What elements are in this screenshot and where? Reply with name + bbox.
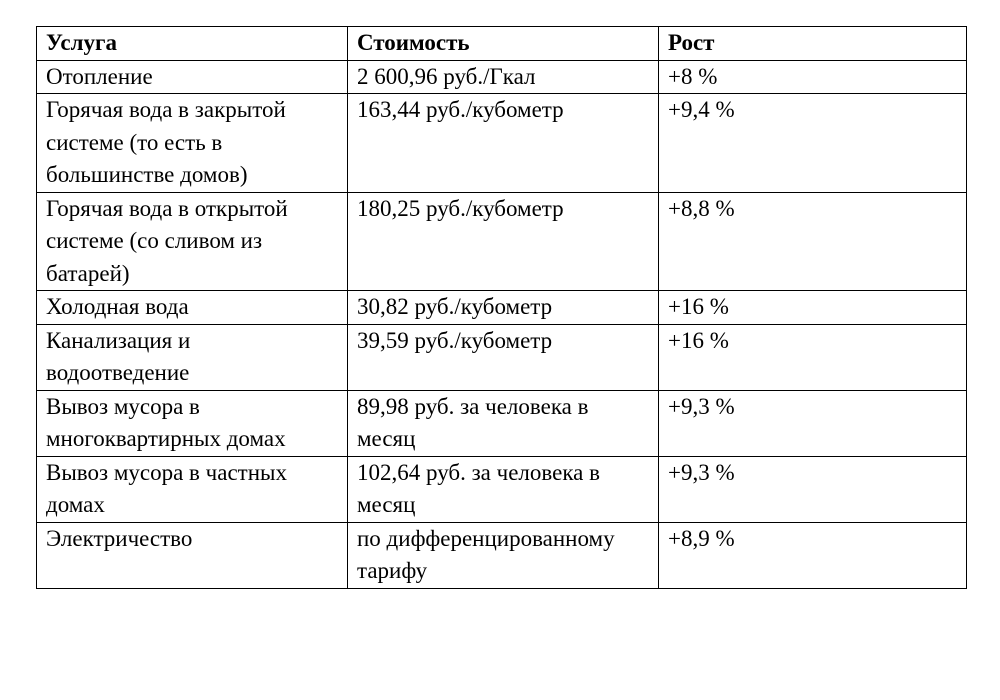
growth-cell: +8,9 % — [659, 522, 967, 588]
header-cost: Стоимость — [348, 27, 659, 61]
cost-cell: 180,25 руб./кубометр — [348, 192, 659, 291]
growth-cell: +8,8 % — [659, 192, 967, 291]
table-row — [37, 291, 967, 325]
service-cell: Холодная вода — [37, 291, 348, 325]
growth-cell: +9,3 % — [659, 390, 967, 456]
growth-cell: +16 % — [659, 291, 967, 325]
growth-cell: +8 % — [659, 60, 967, 94]
table-row — [37, 324, 967, 390]
service-cell: Горячая вода в открытой системе (со сливом из батарей) — [37, 192, 348, 291]
tariff-table — [36, 26, 967, 589]
header-growth: Рост — [659, 27, 967, 61]
cost-cell: 102,64 руб. за человека в месяц — [348, 456, 659, 522]
header-service: Услуга — [37, 27, 348, 61]
table-row — [37, 192, 967, 291]
table-row — [37, 94, 967, 193]
cost-cell: 30,82 руб./кубометр — [348, 291, 659, 325]
table-row — [37, 390, 967, 456]
header-row — [37, 27, 967, 61]
service-cell: Электричество — [37, 522, 348, 588]
cost-cell: 163,44 руб./кубометр — [348, 94, 659, 193]
service-cell: Отопление — [37, 60, 348, 94]
cost-cell: по дифференцированному тарифу — [348, 522, 659, 588]
cost-cell: 89,98 руб. за человека в месяц — [348, 390, 659, 456]
service-cell: Горячая вода в закрытой системе (то есть в большинстве домов) — [37, 94, 348, 193]
service-cell: Канализация и водоотведение — [37, 324, 348, 390]
growth-cell: +9,4 % — [659, 94, 967, 193]
table-row — [37, 456, 967, 522]
growth-cell: +9,3 % — [659, 456, 967, 522]
cost-cell: 2 600,96 руб./Гкал — [348, 60, 659, 94]
growth-cell: +16 % — [659, 324, 967, 390]
service-cell: Вывоз мусора в частных домах — [37, 456, 348, 522]
table-row — [37, 522, 967, 588]
service-cell: Вывоз мусора в многоквартирных домах — [37, 390, 348, 456]
cost-cell: 39,59 руб./кубометр — [348, 324, 659, 390]
table-row — [37, 60, 967, 94]
